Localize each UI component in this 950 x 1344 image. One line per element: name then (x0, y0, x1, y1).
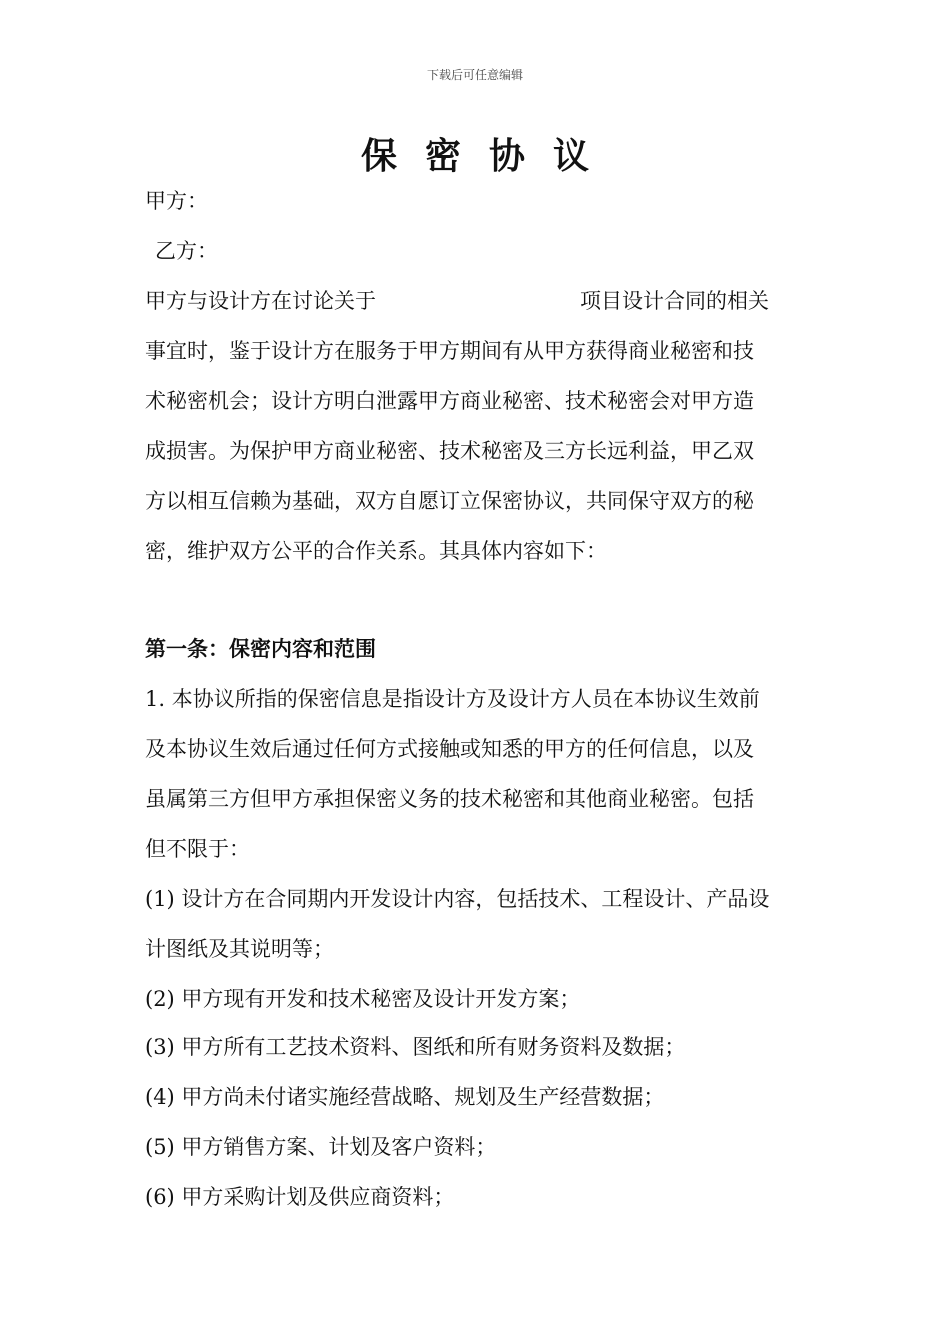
intro-line: 方以相互信赖为基础，双方自愿订立保密协议，共同保守双方的秘 (145, 489, 754, 513)
party-b-label: 乙方： (155, 239, 218, 263)
page-header-note: 下载后可任意编辑 (426, 68, 523, 82)
document-title: 保密协议 (360, 135, 617, 177)
list-item: (3) 甲方所有工艺技术资料、图纸和所有财务资料及数据； (145, 1035, 686, 1059)
list-item: (2) 甲方现有开发和技术秘密及设计开发方案； (145, 987, 581, 1011)
article1-paragraph-line: 及本协议生效后通过任何方式接触或知悉的甲方的任何信息，以及 (145, 737, 754, 761)
list-item: 计图纸及其说明等； (145, 937, 334, 961)
intro-line (145, 286, 769, 316)
article1-paragraph-line: 1. 本协议所指的保密信息是指设计方及设计方人员在本协议生效前 (145, 687, 760, 711)
party-a-label: 甲方： (145, 189, 208, 213)
article1-paragraph-line: 但不限于： (145, 837, 250, 861)
intro-line1-left: 甲方与设计方在讨论关于 (145, 289, 376, 313)
list-item: (4) 甲方尚未付诸实施经营战略、规划及生产经营数据； (145, 1085, 665, 1109)
list-item: (1) 设计方在合同期内开发设计内容，包括技术、工程设计、产品设 (145, 887, 770, 911)
intro-line: 成损害。为保护甲方商业秘密、技术秘密及三方长远利益，甲乙双 (145, 439, 754, 463)
intro-line: 术秘密机会；设计方明白泄露甲方商业秘密、技术秘密会对甲方造 (145, 389, 754, 413)
intro-line1-right: 项目设计合同的相关 (580, 289, 769, 313)
intro-line: 事宜时，鉴于设计方在服务于甲方期间有从甲方获得商业秘密和技 (145, 339, 754, 363)
list-item: (5) 甲方销售方案、计划及客户资料； (145, 1135, 497, 1159)
intro-line: 密，维护双方公平的合作关系。其具体内容如下： (145, 539, 607, 563)
article1-paragraph-line: 虽属第三方但甲方承担保密义务的技术秘密和其他商业秘密。包括 (145, 787, 754, 811)
article1-heading: 第一条：保密内容和范围 (145, 636, 376, 661)
list-item: (6) 甲方采购计划及供应商资料； (145, 1185, 455, 1209)
